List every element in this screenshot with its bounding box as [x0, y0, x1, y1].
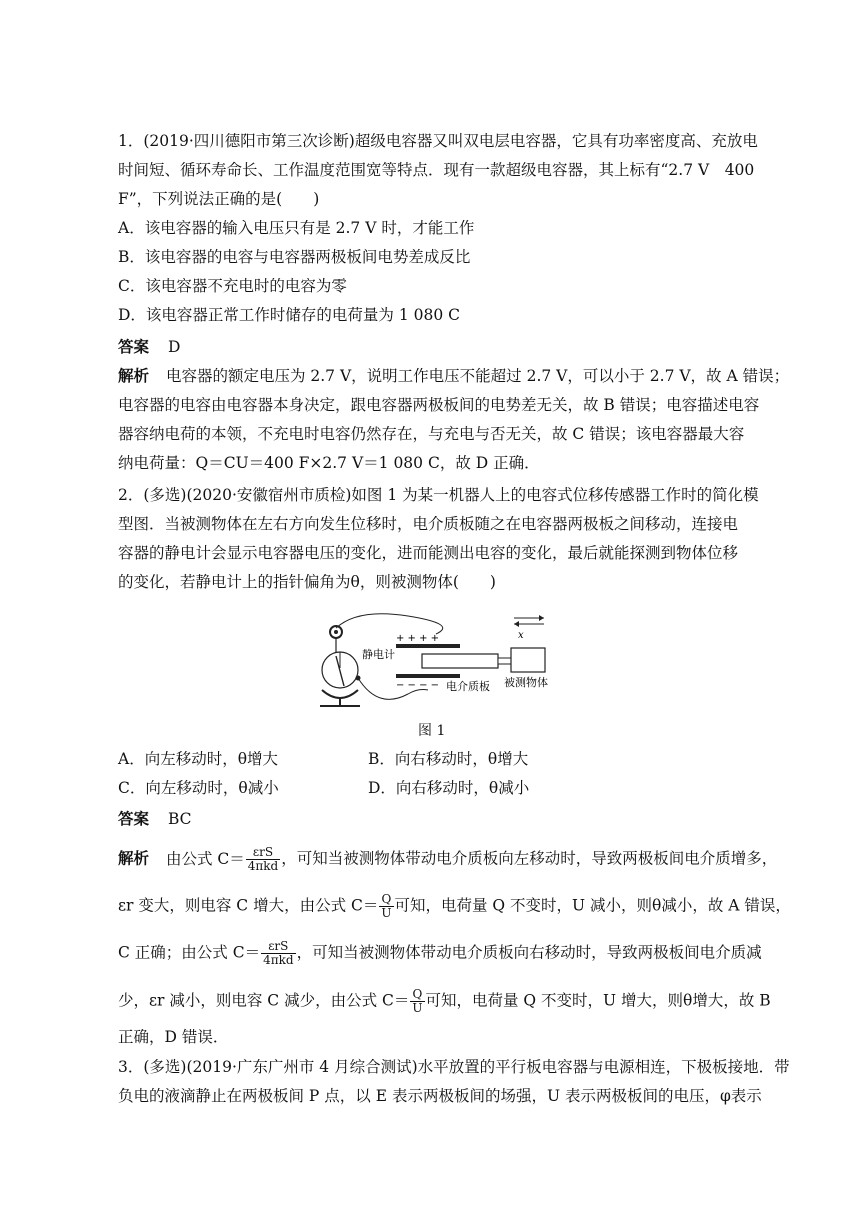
- q2-answer-value: BC: [167, 810, 192, 828]
- q2-option-d: D．向右移动时，θ减小: [368, 779, 530, 797]
- q2-analysis-label: 解析: [118, 848, 150, 868]
- formula-fraction-2: $\frac{Q}{U}$: [381, 892, 392, 920]
- label-dielectric: 电介质板: [446, 680, 490, 693]
- q1-option-b: B．该电容器的电容与电容器两极板间电势差成反比: [118, 248, 471, 266]
- dielectric-slab: [422, 654, 498, 668]
- q2-analysis-line-4: 少，εr 减小，则电容 C 减少，由公式 C＝ $\frac{Q}{U}$ 可知，电荷量 Q 不变时，U 增大，则θ增大，故 B: [118, 987, 771, 1015]
- q1-analysis-line-1: [118, 365, 789, 387]
- q1-option-c: C．该电容器不充电时的电容为零: [118, 277, 347, 295]
- measured-object: [511, 648, 545, 672]
- formula-fraction-3: $\frac{\text{εrS}}{\text{4πkd}}$: [263, 939, 294, 967]
- capacitor-bottom-plate: [396, 674, 460, 678]
- label-electrometer: 静电计: [362, 648, 395, 661]
- q1-answer: [118, 336, 180, 358]
- q1-stem-line-3: F”，下列说法正确的是( ): [118, 190, 320, 208]
- q2-analysis-line-1: 解析 由公式 C＝ $\frac{\text{εrS}}{\text{4πkd}}$ ，可知当被测物体带动电介质板向左移动时，导致两极板间电介质增多，: [118, 845, 778, 873]
- capacitor-top-plate: [396, 644, 460, 648]
- q2-option-a: A．向左移动时，θ增大: [118, 750, 279, 768]
- q2-option-b: B．向右移动时，θ增大: [368, 750, 529, 768]
- figure-capacitive-sensor: [318, 610, 560, 712]
- wire-top: [336, 614, 443, 634]
- q3-stem-line-2: 负电的液滴静止在两极板间 P 点，以 E 表示两极板间的场强，U 表示两极板间的电压，φ表示: [118, 1087, 762, 1105]
- figure-caption: 图 1: [418, 723, 446, 739]
- q2-answer-label: 答案: [118, 809, 150, 828]
- q2-stem-line-3: 容器的静电计会显示电容器电压的变化，进而能测出电容的变化，最后就能探测到物体位移: [118, 544, 739, 562]
- q1-stem-line-1: 1．(2019·四川德阳市第三次诊断)超级电容器又叫双电层电容器，它具有功率密度高、充放电: [118, 132, 758, 150]
- q2-analysis-line-2: εr 变大，则电容 C 增大，由公式 C＝ $\frac{Q}{U}$ 可知，电荷量 Q 不变时，U 减小，则θ减小，故 A 错误，: [118, 892, 791, 920]
- q2-answer: [118, 808, 192, 830]
- label-object: 被测物体: [504, 676, 548, 689]
- q1-analysis-line-2: 电容器的电容由电容器本身决定，跟电容器两极板间的电势差无关，故 B 错误；电容描述电容: [118, 396, 760, 414]
- q1-answer-label: 答案: [118, 337, 150, 356]
- q1-analysis-text-1: 电容器的额定电压为 2.7 V，说明工作电压不能超过 2.7 V，可以小于 2.7 V，故 A 错误；: [165, 367, 790, 385]
- q1-analysis-line-4: 纳电荷量：Q＝CU＝400 F×2.7 V＝1 080 C，故 D 正确．: [118, 454, 540, 472]
- q2-analysis-line-5: 正确，D 错误．: [118, 1028, 229, 1046]
- formula-fraction-4: $\frac{Q}{U}$: [412, 987, 423, 1015]
- svg-text:+ + + +: + + + +: [396, 633, 440, 644]
- q3-stem-line-1: 3．(多选)(2019·广东广州市 4 月综合测试)水平放置的平行板电容器与电源相连，下极板接地．带: [118, 1058, 790, 1076]
- q1-analysis-label: 解析: [118, 366, 150, 385]
- label-x: x: [518, 630, 524, 641]
- q2-stem-line-1: 2．(多选)(2020·安徽宿州市质检)如图 1 为某一机器人上的电容式位移传感器工作时的简化模: [118, 486, 759, 504]
- q1-analysis-line-3: 器容纳电荷的本领，不充电时电容仍然存在，与充电与否无关，故 C 错误；该电容器最大容: [118, 425, 745, 443]
- q1-option-a: A．该电容器的输入电压只有是 2.7 V 时，才能工作: [118, 219, 475, 237]
- q1-stem-line-2: 时间短、循环寿命长、工作温度范围宽等特点．现有一款超级电容器，其上标有“2.7 V 400: [118, 161, 755, 179]
- q1-answer-value: D: [167, 338, 181, 356]
- q1-option-d: D．该电容器正常工作时储存的电荷量为 1 080 C: [118, 306, 461, 324]
- q2-analysis-line-3: C 正确；由公式 C＝ $\frac{\text{εrS}}{\text{4πkd}}$ ，可知当被测物体带动电介质板向右移动时，导致两极板间电介质减: [118, 939, 762, 967]
- q2-stem-line-4: 的变化，若静电计上的指针偏角为θ，则被测物体( ): [118, 573, 496, 591]
- q2-stem-line-2: 型图．当被测物体在左右方向发生位移时，电介质板随之在电容器两极板之间移动，连接电: [118, 515, 739, 533]
- q2-option-c: C．向左移动时，θ减小: [118, 779, 279, 797]
- formula-fraction-1: $\frac{\text{εrS}}{\text{4πkd}}$: [247, 845, 279, 873]
- svg-text:− − − −: − − − −: [396, 680, 440, 691]
